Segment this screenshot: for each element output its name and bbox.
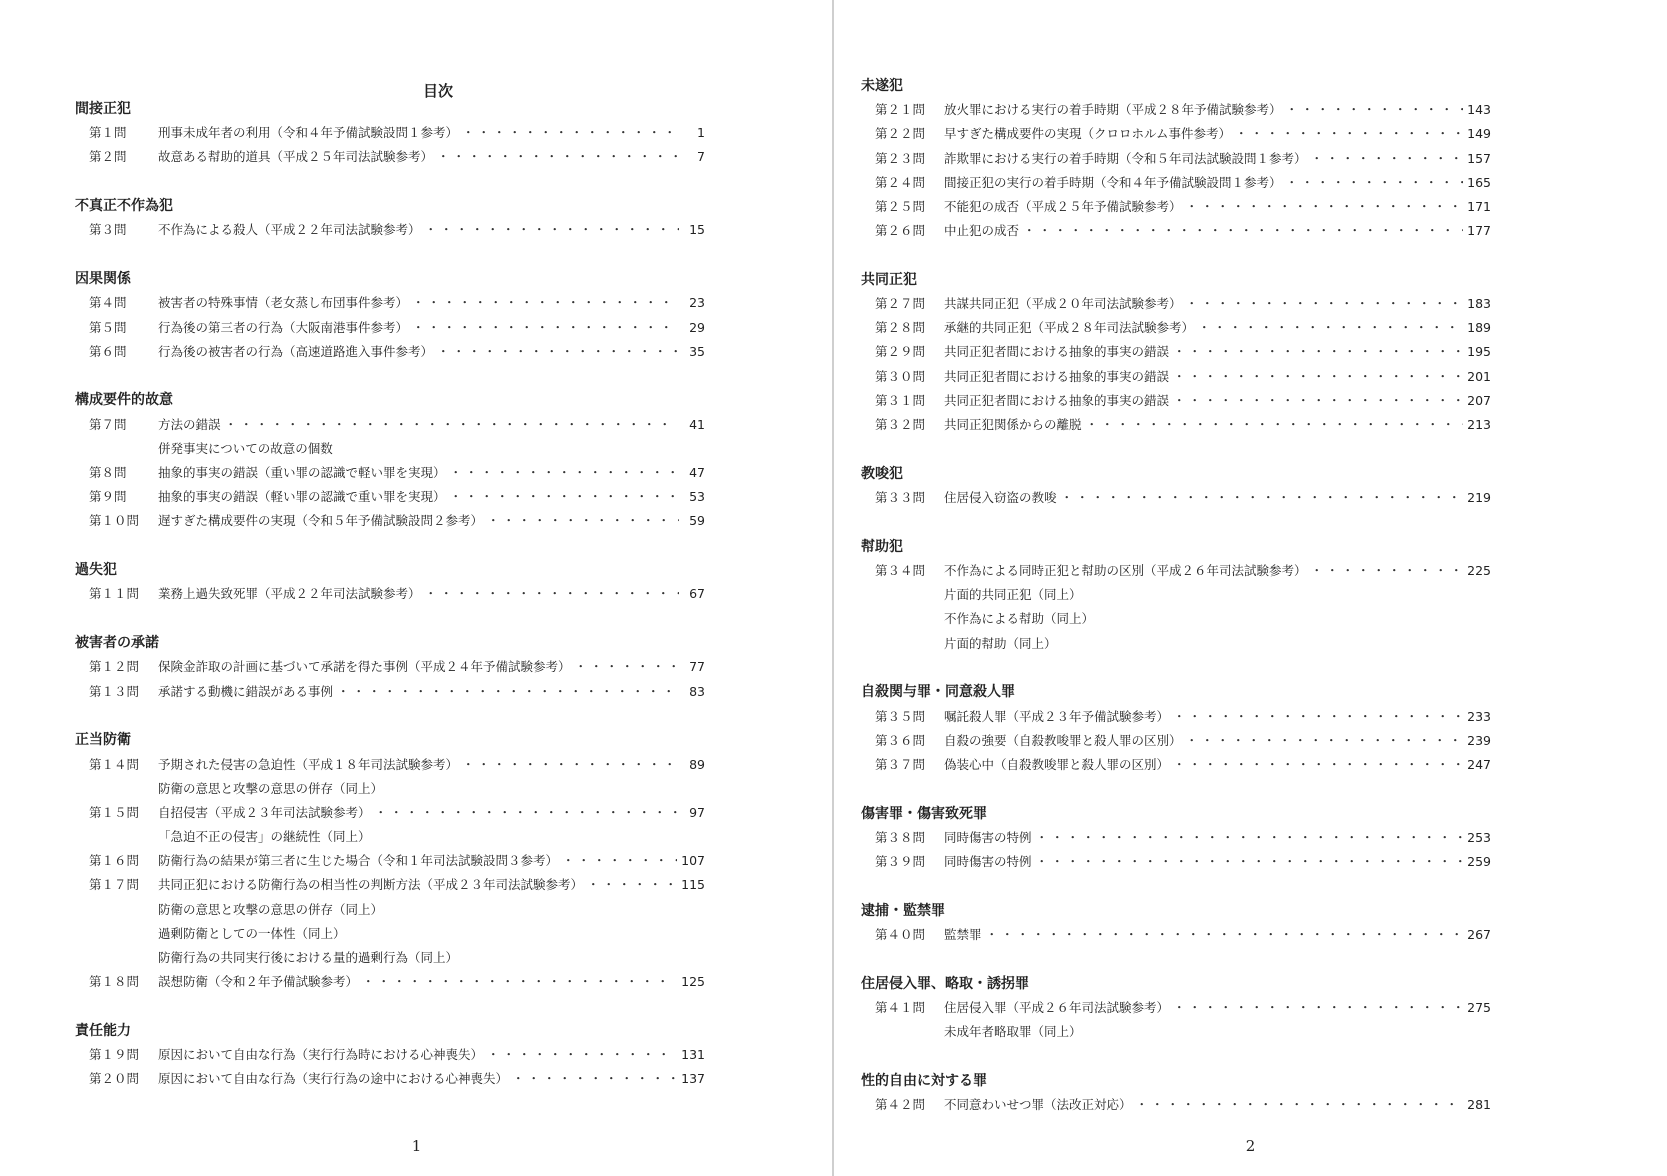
question-number: 第１１問: [89, 586, 140, 602]
entry-title: 業務上過失致死罪（平成２２年司法試験参考）: [158, 586, 421, 602]
toc-entry: [861, 365, 1491, 389]
entry-title: 自殺の強要（自殺教唆罪と殺人罪の区別）: [944, 732, 1182, 748]
entry-title: 同時傷害の特例: [944, 829, 1032, 845]
dot-leader: [437, 145, 679, 169]
entry-title: 不能犯の成否（平成２５年予備試験参考）: [944, 198, 1182, 214]
dot-leader: [1311, 559, 1464, 583]
entry-page-number: 225: [1467, 562, 1491, 578]
toc-entry: [861, 826, 1491, 850]
dot-leader: [337, 680, 679, 704]
entry-page-number: 149: [1467, 126, 1491, 142]
toc-section: [75, 97, 705, 170]
entry-title: 自招侵害（平成２３年司法試験参考）: [158, 804, 371, 820]
question-number: 第２問: [89, 149, 127, 165]
question-number: 第１問: [89, 125, 127, 141]
question-number: 第１７問: [89, 877, 140, 893]
toc-subentry: [861, 607, 1491, 631]
question-number: 第１８問: [89, 974, 140, 990]
dot-leader: [1173, 996, 1463, 1020]
entry-title: 嘱託殺人罪（平成２３年予備試験参考）: [944, 708, 1170, 724]
entry-title: 間接正犯の実行の着手時期（令和４年予備試験設問１参考）: [944, 174, 1282, 190]
section-heading: 間接正犯: [75, 101, 131, 117]
dot-leader: [1036, 826, 1464, 850]
dot-leader: [437, 340, 679, 364]
toc-entry: [861, 996, 1491, 1020]
question-number: 第３７問: [875, 756, 926, 772]
toc-section: [75, 728, 705, 994]
entry-title: 共同正犯者間における抽象的事実の錯誤: [944, 344, 1170, 360]
dot-leader: [1286, 98, 1464, 122]
question-number: 第２７問: [875, 296, 926, 312]
entry-page-number: 233: [1467, 708, 1491, 724]
entry-title: 共同正犯関係からの離脱: [944, 417, 1082, 433]
toc-section: [861, 972, 1491, 1045]
question-number: 第４１問: [875, 999, 926, 1015]
entry-title: 防衛行為の結果が第三者に生じた場合（令和１年司法試験設問３参考）: [158, 853, 559, 869]
toc-section: [861, 680, 1491, 777]
toc-subentry: [75, 825, 705, 849]
toc-entry: [75, 582, 705, 606]
dot-leader: [412, 291, 679, 315]
section-heading: 未遂犯: [861, 78, 903, 94]
question-number: 第２１問: [875, 102, 926, 118]
question-number: 第３２問: [875, 417, 926, 433]
dot-leader: [587, 873, 677, 897]
question-number: 第５問: [89, 319, 127, 335]
entry-page-number: 171: [1467, 198, 1491, 214]
entry-title: 行為後の被害者の行為（高速道路進入事件参考）: [158, 343, 434, 359]
entry-title: 過剰防衛としての一体性（同上）: [158, 925, 346, 941]
section-heading: 傷害罪・傷害致死罪: [861, 805, 987, 822]
entry-title: 方法の錯誤: [158, 416, 221, 432]
dot-leader: [450, 461, 679, 485]
entry-title: 共同正犯者間における抽象的事実の錯誤: [944, 368, 1170, 384]
entry-title: 防衛行為の共同実行後における量的過剰行為（同上）: [158, 950, 459, 965]
toc-page-left: [0, 0, 833, 1176]
question-number: 第２９問: [875, 344, 926, 360]
toc-entry: [75, 655, 705, 679]
entry-title: 承諾する動機に錯誤がある事例: [158, 683, 334, 699]
dot-leader: [1186, 292, 1464, 316]
section-heading: 被害者の承諾: [75, 635, 159, 652]
question-number: 第２２問: [875, 126, 926, 142]
dot-leader: [1286, 171, 1464, 195]
entry-page-number: 83: [689, 683, 705, 699]
entry-page-number: 137: [681, 1071, 705, 1087]
dot-leader: [1136, 1093, 1464, 1117]
section-heading: 自殺関与罪・同意殺人罪: [861, 684, 1015, 701]
entry-title: 遅すぎた構成要件の実現（令和５年予備試験設問２参考）: [158, 513, 484, 529]
entry-page-number: 143: [1467, 102, 1491, 118]
entry-title: 誤想防衛（令和２年予備試験参考）: [158, 974, 359, 990]
entry-page-number: 157: [1467, 150, 1491, 166]
entry-title: 併発事実についての故意の個数: [158, 440, 333, 456]
toc-entry: [75, 680, 705, 704]
question-number: 第３８問: [875, 829, 926, 845]
entry-page-number: 29: [689, 319, 705, 335]
toc-list: [861, 74, 1491, 1142]
toc-entry: [75, 509, 705, 533]
question-number: 第６問: [89, 343, 127, 359]
toc-entry: [75, 316, 705, 340]
entry-title: 不作為による幇助（同上）: [944, 611, 1095, 627]
question-number: 第１６問: [89, 853, 140, 869]
dot-leader: [986, 923, 1464, 947]
entry-title: 保険金詐取の計画に基づいて承諾を得た事例（平成２４年予備試験参考）: [158, 659, 571, 675]
entry-page-number: 15: [689, 222, 705, 238]
question-number: 第１２問: [89, 659, 140, 675]
toc-entry: [861, 292, 1491, 316]
section-heading: 性的自由に対する罪: [861, 1072, 987, 1089]
entry-title: 共同正犯における防衛行為の相当性の判断方法（平成２３年司法試験参考）: [158, 877, 584, 893]
page-number: 1: [411, 1137, 422, 1155]
dot-leader: [1186, 195, 1464, 219]
section-heading: 共同正犯: [861, 271, 917, 288]
question-number: 第１５問: [89, 804, 140, 820]
toc-entry: [861, 195, 1491, 219]
entry-title: 同時傷害の特例: [944, 854, 1032, 870]
toc-entry: [861, 923, 1491, 947]
dot-leader: [1311, 147, 1464, 171]
question-number: 第３０問: [875, 368, 926, 384]
toc-entry: [75, 413, 705, 437]
entry-title: 不作為による殺人（平成２２年司法試験参考）: [158, 222, 421, 238]
section-heading: 住居侵入罪、略取・誘拐罪: [861, 975, 1029, 992]
entry-page-number: 201: [1467, 368, 1491, 384]
toc-title: 目次: [422, 82, 453, 100]
entry-title: 抽象的事実の錯誤（重い罪の認識で軽い罪を実現）: [158, 465, 446, 481]
toc-subentry: [861, 1020, 1491, 1044]
entry-title: 「急迫不正の侵害」の継続性（同上）: [158, 829, 371, 845]
entry-page-number: 183: [1467, 296, 1491, 312]
entry-title: 予期された侵害の急迫性（平成１８年司法試験参考）: [158, 756, 459, 772]
toc-section: [75, 388, 705, 533]
entry-page-number: 259: [1467, 854, 1491, 870]
entry-page-number: 267: [1467, 927, 1491, 942]
entry-page-number: 41: [689, 416, 705, 432]
dot-leader: [487, 509, 679, 533]
question-number: 第８問: [89, 465, 127, 481]
dot-leader: [1173, 365, 1463, 389]
toc-section: [861, 1069, 1491, 1117]
entry-page-number: 239: [1467, 732, 1491, 748]
question-number: 第２３問: [875, 150, 926, 166]
toc-entry: [861, 850, 1491, 874]
entry-page-number: 1: [697, 125, 705, 141]
toc-entry: [861, 98, 1491, 122]
toc-section: [861, 802, 1491, 875]
question-number: 第２５問: [875, 198, 926, 214]
toc-subentry: [75, 922, 705, 946]
question-number: 第４問: [89, 295, 127, 311]
dot-leader: [425, 218, 679, 242]
toc-subentry: [861, 632, 1491, 656]
section-heading: 逮捕・監禁罪: [861, 902, 945, 919]
toc-entry: [75, 485, 705, 509]
section-heading: 幇助犯: [861, 538, 903, 555]
dot-leader: [425, 582, 679, 606]
entry-title: 偽装心中（自殺教唆罪と殺人罪の区別）: [944, 756, 1170, 772]
toc-entry: [861, 219, 1491, 243]
dot-leader: [412, 316, 679, 340]
entry-title: 住居侵入罪（平成２６年司法試験参考）: [944, 999, 1170, 1015]
entry-page-number: 131: [681, 1047, 705, 1063]
toc-entry: [861, 171, 1491, 195]
entry-page-number: 107: [681, 853, 705, 869]
question-number: 第２４問: [875, 174, 926, 190]
entry-title: 抽象的事実の錯誤（軽い罪の認識で重い罪を実現）: [158, 489, 446, 505]
toc-entry: [861, 316, 1491, 340]
question-number: 第２８問: [875, 320, 926, 336]
entry-title: 不作為による同時正犯と幇助の区別（平成２６年司法試験参考）: [944, 562, 1307, 578]
entry-title: 監禁罪: [944, 927, 982, 942]
entry-page-number: 177: [1467, 223, 1491, 239]
toc-section: [75, 1019, 705, 1092]
entry-page-number: 23: [689, 295, 705, 311]
section-heading: 因果関係: [75, 271, 131, 288]
entry-title: 原因において自由な行為（実行行為時における心神喪失）: [158, 1047, 484, 1063]
dot-leader: [1023, 219, 1463, 243]
toc-section: [75, 267, 705, 364]
toc-entry: [75, 121, 705, 145]
dot-leader: [1173, 705, 1463, 729]
question-number: 第１３問: [89, 683, 140, 699]
entry-title: 故意ある幇助的道具（平成２５年司法試験参考）: [158, 149, 434, 165]
dot-leader: [1173, 340, 1463, 364]
entry-title: 早すぎた構成要件の実現（クロロホルム事件参考）: [944, 126, 1232, 142]
toc-entry: [75, 753, 705, 777]
toc-entry: [75, 218, 705, 242]
entry-page-number: 281: [1467, 1097, 1491, 1113]
entry-page-number: 125: [681, 974, 705, 990]
entry-page-number: 189: [1467, 320, 1491, 336]
toc-entry: [861, 729, 1491, 753]
section-heading: 正当防衛: [75, 732, 131, 749]
question-number: 第３３問: [875, 490, 926, 505]
entry-page-number: 59: [689, 513, 705, 529]
dot-leader: [1235, 122, 1463, 146]
toc-page-right: [834, 0, 1667, 1176]
toc-entry: [861, 559, 1491, 583]
toc-entry: [75, 145, 705, 169]
question-number: 第２６問: [875, 223, 926, 239]
question-number: 第７問: [89, 416, 127, 432]
entry-page-number: 89: [689, 756, 705, 772]
entry-title: 防衛の意思と攻撃の意思の併存（同上）: [158, 780, 384, 796]
toc-section: [861, 462, 1491, 510]
entry-page-number: 77: [689, 659, 705, 675]
section-heading: 構成要件的故意: [75, 392, 173, 409]
entry-page-number: 207: [1467, 392, 1491, 408]
dot-leader: [1173, 389, 1463, 413]
question-number: 第３４問: [875, 562, 926, 578]
question-number: 第４０問: [875, 927, 926, 942]
question-number: 第１９問: [89, 1047, 140, 1063]
question-number: 第９問: [89, 489, 127, 505]
toc-entry: [75, 873, 705, 897]
toc-entry: [861, 486, 1491, 510]
toc-section: [861, 74, 1491, 243]
entry-page-number: 7: [697, 149, 705, 165]
entry-title: 行為後の第三者の行為（大阪南港事件参考）: [158, 319, 409, 335]
entry-page-number: 165: [1467, 174, 1491, 190]
section-heading: 責任能力: [75, 1022, 131, 1039]
toc-section: [75, 194, 705, 242]
entry-page-number: 53: [689, 489, 705, 505]
toc-entry: [861, 122, 1491, 146]
toc-entry: [861, 340, 1491, 364]
entry-title: 共同正犯者間における抽象的事実の錯誤: [944, 392, 1170, 408]
toc-section: [861, 268, 1491, 437]
entry-page-number: 219: [1467, 490, 1491, 505]
entry-title: 片面的共同正犯（同上）: [944, 587, 1082, 603]
question-number: 第１４問: [89, 756, 140, 772]
toc-entry: [75, 1043, 705, 1067]
dot-leader: [225, 413, 679, 437]
toc-subentry: [861, 583, 1491, 607]
toc-subentry: [75, 898, 705, 922]
section-heading: 過失犯: [75, 562, 117, 579]
toc-list: [75, 97, 705, 1116]
entry-title: 共謀共同正犯（平成２０年司法試験参考）: [944, 296, 1182, 312]
toc-subentry: [75, 437, 705, 461]
dot-leader: [1061, 486, 1464, 510]
entry-title: 不同意わいせつ罪（法改正対応）: [944, 1097, 1132, 1113]
toc-entry: [75, 291, 705, 315]
toc-entry: [75, 461, 705, 485]
toc-entry: [75, 1067, 705, 1091]
question-number: 第３９問: [875, 854, 926, 870]
toc-entry: [861, 753, 1491, 777]
toc-section: [861, 535, 1491, 656]
entry-page-number: 47: [689, 465, 705, 481]
entry-title: 片面的幇助（同上）: [944, 635, 1057, 651]
toc-entry: [75, 340, 705, 364]
toc-subentry: [75, 777, 705, 801]
question-number: 第３問: [89, 222, 127, 238]
toc-section: [861, 899, 1491, 947]
entry-title: 住居侵入窃盗の教唆: [944, 490, 1057, 505]
toc-entry: [861, 705, 1491, 729]
entry-page-number: 97: [689, 804, 705, 820]
dot-leader: [450, 485, 679, 509]
question-number: 第３１問: [875, 392, 926, 408]
dot-leader: [1198, 316, 1463, 340]
dot-leader: [562, 849, 677, 873]
dot-leader: [362, 970, 677, 994]
dot-leader: [1186, 729, 1464, 753]
question-number: 第１０問: [89, 513, 140, 529]
dot-leader: [487, 1043, 677, 1067]
dot-leader: [462, 753, 679, 777]
entry-title: 放火罪における実行の着手時期（平成２８年予備試験参考）: [944, 102, 1282, 118]
entry-title: 詐欺罪における実行の着手時期（令和５年司法試験設問１参考）: [944, 150, 1307, 166]
entry-page-number: 253: [1467, 829, 1491, 845]
entry-page-number: 67: [689, 586, 705, 602]
entry-page-number: 35: [689, 343, 705, 359]
entry-title: 防衛の意思と攻撃の意思の併存（同上）: [158, 901, 384, 917]
toc-entry: [861, 389, 1491, 413]
dot-leader: [1086, 413, 1464, 437]
toc-entry: [861, 1093, 1491, 1117]
entry-title: 被害者の特殊事情（老女蒸し布団事件参考）: [158, 295, 409, 311]
toc-entry: [75, 849, 705, 873]
toc-entry: [75, 801, 705, 825]
toc-entry: [75, 970, 705, 994]
question-number: 第２０問: [89, 1071, 140, 1087]
entry-title: 承継的共同正犯（平成２８年司法試験参考）: [944, 320, 1195, 336]
entry-title: 原因において自由な行為（実行行為の途中における心神喪失）: [158, 1071, 509, 1087]
toc-entry: [861, 147, 1491, 171]
page-number: 2: [1245, 1137, 1256, 1155]
entry-page-number: 247: [1467, 756, 1491, 772]
section-heading: 不真正不作為犯: [75, 198, 173, 215]
question-number: 第３６問: [875, 732, 926, 748]
toc-section: [75, 558, 705, 606]
entry-page-number: 115: [681, 877, 705, 893]
question-number: 第４２問: [875, 1097, 926, 1113]
dot-leader: [575, 655, 679, 679]
dot-leader: [1173, 753, 1463, 777]
dot-leader: [462, 121, 679, 145]
question-number: 第３５問: [875, 708, 926, 724]
toc-section: [75, 631, 705, 704]
dot-leader: [512, 1067, 677, 1091]
entry-title: 中止犯の成否: [944, 223, 1020, 239]
entry-title: 刑事未成年者の利用（令和４年予備試験設問１参考）: [158, 125, 459, 141]
entry-page-number: 275: [1467, 999, 1491, 1015]
entry-title: 未成年者略取罪（同上）: [944, 1024, 1082, 1040]
dot-leader: [375, 801, 679, 825]
toc-entry: [861, 413, 1491, 437]
entry-page-number: 213: [1467, 417, 1491, 433]
section-heading: 教唆犯: [861, 465, 903, 482]
toc-subentry: [75, 946, 705, 970]
entry-page-number: 195: [1467, 344, 1491, 360]
dot-leader: [1036, 850, 1464, 874]
